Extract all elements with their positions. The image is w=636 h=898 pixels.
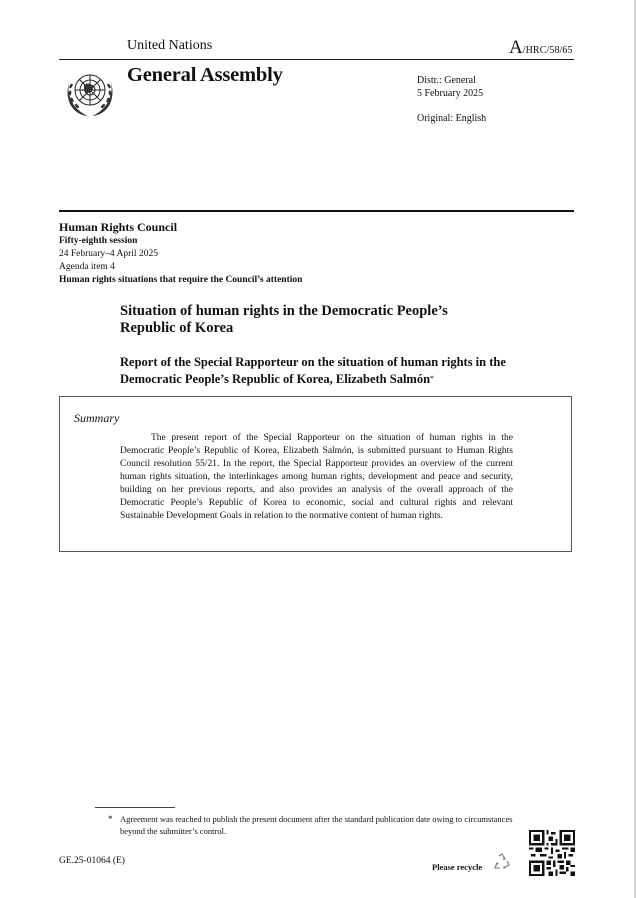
distribution-info: [417, 74, 483, 100]
header-rule: [59, 59, 574, 60]
footnote-text: Agreement was reached to publish the present document after the standard publication date owing to circumstances beyond the submitter’s control.: [120, 814, 513, 836]
footnote-mark: *: [108, 814, 113, 824]
qr-code-icon: [529, 830, 575, 876]
un-emblem-icon: [62, 66, 118, 120]
symbol-suffix: /HRC/58/65: [522, 45, 573, 56]
organization-name: United Nations: [127, 38, 213, 53]
report-subtitle: [120, 355, 520, 387]
session-dates: 24 February–4 April 2025: [59, 249, 158, 259]
recycle-label: Please recycle: [432, 862, 483, 872]
summary-heading: Summary: [74, 411, 120, 425]
document-symbol: [509, 37, 573, 59]
distribution-type: Distr.: General: [417, 75, 476, 86]
organ-title: General Assembly: [127, 64, 283, 86]
issue-date: 5 February 2025: [417, 88, 484, 99]
council-name: Human Rights Council: [59, 220, 178, 234]
footnote-reference: *: [430, 373, 435, 383]
footnote-rule: [95, 807, 175, 808]
recycle-icon: [492, 852, 512, 872]
summary-text: The present report of the Special Rapporteur on the situation of human rights in the Democratic People’s Republic of Korea, Elizabeth Salmón, is submitted pursuant to Human Rights Council resolution 55/21. In the report, the Special Rapporteur provides an overview of the current human rights situation, the interlinkages among human rights, development and peace and security, building on her previous reports, and also provides an analysis of the overall approach of the Democratic People’s Republic of Korea to economic, social and cultural rights and relevant Sustainable Development Goals in relation to the normative content of human rights.: [120, 433, 513, 521]
original-language: Original: English: [417, 113, 487, 124]
job-number: GE.25-01064 (E): [59, 856, 125, 866]
document-title: Situation of human rights in the Democratic People’s Republic of Korea: [120, 303, 448, 336]
section-rule: [59, 210, 574, 212]
report-subtitle-text: Report of the Special Rapporteur on the situation of human rights in the Democratic People’s Republic of Korea, Elizabeth Salmón: [120, 355, 506, 386]
agenda-item: Agenda item 4: [59, 262, 115, 272]
agenda-title: Human rights situations that require the Council’s attention: [59, 275, 303, 285]
symbol-prefix: A: [509, 37, 523, 58]
session-number: Fifty-eighth session: [59, 236, 138, 246]
